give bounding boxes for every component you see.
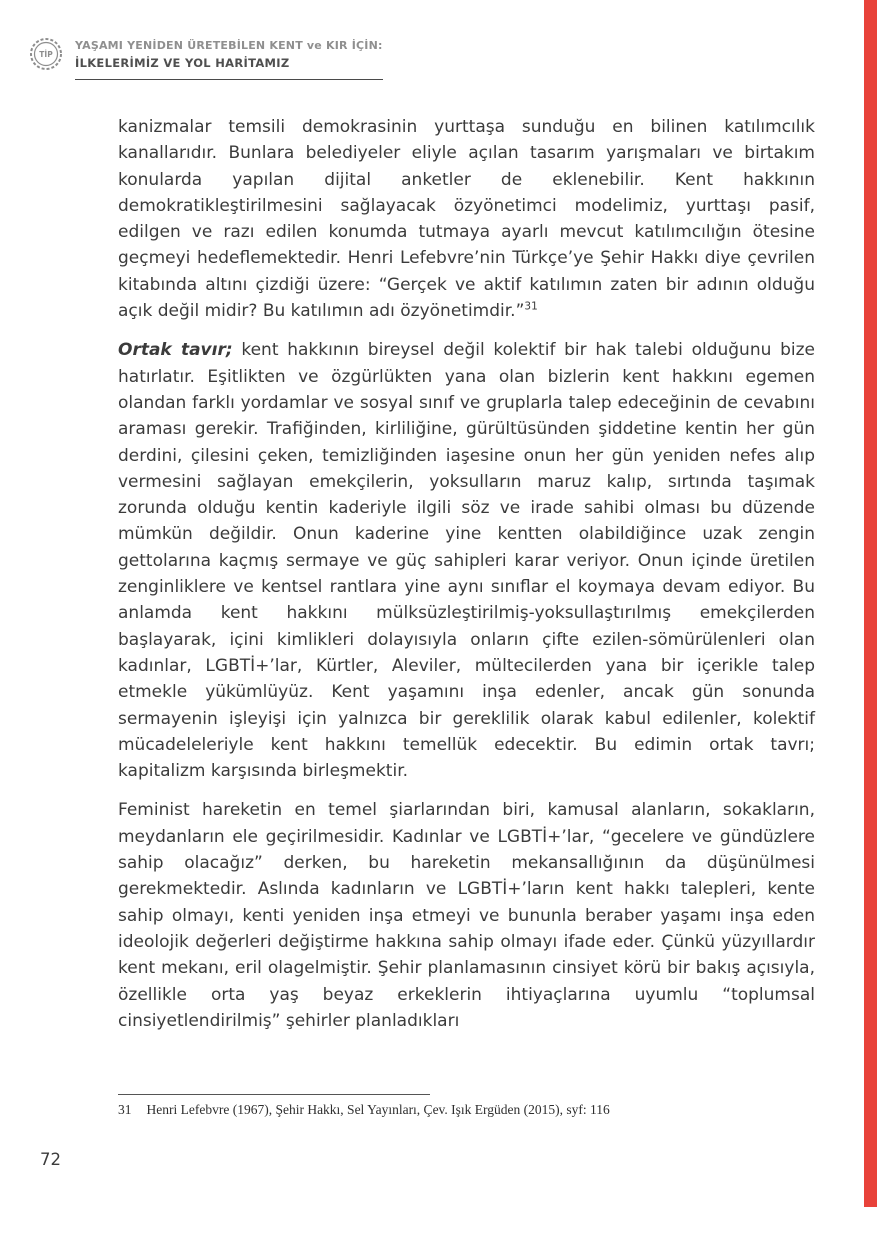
footnote-divider	[118, 1094, 430, 1095]
paragraph-1	[118, 114, 815, 324]
paragraph-text: kanizmalar temsili demokrasinin yurttaşa sunduğu en bilinen katılımcılık kanallarıdır. Bunlara belediyeler eliyle açılan tasarım yarışmaları ve birtakım konularda yapılan dijital anketler de eklenebilir. Kent hakkının demokratikleştirilmesini sağlayacak özyönetimci modelimiz, yurttaşı pasif, edilgen ve razı edilen konumda tutmaya ayarlı mevcut katılımcılığın ötesine geçmeyi hedeflemektedir. Henri Lefebvre’nin Türkçe’ye Şehir Hakkı diye çevrilen kitabında altını çizdiği üzere: “Gerçek ve aktif katılımın zaten bir adının olduğu açık değil midir? Bu katılımın adı özyönetimdir.”	[118, 117, 815, 322]
header-title: İLKELERİMİZ VE YOL HARİTAMIZ	[75, 56, 290, 70]
footnote-text: Henri Lefebvre (1967), Şehir Hakkı, Sel Yayınları, Çev. Işık Ergüden (2015), syf: 116	[146, 1102, 610, 1117]
paragraph-2	[118, 337, 815, 784]
header-subtitle: YAŞAMI YENİDEN ÜRETEBİLEN KENT ve KIR İÇİN:	[75, 39, 383, 52]
paragraph-text: Feminist hareketin en temel şiarlarından biri, kamusal alanların, sokakların, meydanların ele geçirilmesidir. Kadınlar ve LGBTİ+’lar, “gecelere ve gündüzlere sahip olacağız” derken, bu hareketin mekansallığının da düşünülmesi gerekmektedir. Aslında kadınların ve LGBTİ+’ların kent hakkı talepleri, kente sahip olmayı, kenti yeniden inşa etmeyi ve bununla beraber yaşamı inşa eden ideolojik değerleri değiştirme hakkına sahip olmayı ifade eder. Çünkü yüzyıllardır kent mekanı, eril olagelmiştir. Şehir planlamasının cinsiyet körü bir bakış açısıyla, özellikle orta yaş beyaz erkeklerin ihtiyaçlarına uyumlu “toplumsal cinsiyetlendirilmiş” şehirler planladıkları	[118, 800, 815, 1031]
page-number: 72	[40, 1150, 61, 1169]
paragraph-3	[118, 797, 815, 1034]
paragraph-text: kent hakkının bireysel değil kolektif bir hak talebi olduğunu bize hatırlatır. Eşitlikten ve özgürlükten yana olan bizlerin kent hakkını egemen olandan farklı yordamlar ve sosyal sınıf ve gruplarla talep edeceğinin de cevabını araması gerekir. Trafiğinden, kirliliğine, gürültüsünden şiddetine kentin her gün derdini, çilesini çeken, temizliğinden iaşesine onun her gün yeniden nefes alıp vermesini sağlayan emekçilerin, yoksulların maruz kalıp, sırtında taşımak zorunda olduğu kentin kaderiyle ilgili söz ve irade sahibi olması bu düzende mümkün değildir. Onun kaderine yine kentten olabildiğince uzak zengin gettolarına kaçmış sermaye ve güç sahipleri karar veriyor. Onun içinde üretilen zenginliklere ve kentsel rantlara yine aynı sınıflar el koymaya devam ediyor. Bu anlamda kent hakkını mülksüzleştirilmiş-yoksullaştırılmış emekçilerden başlayarak, içini kimlikleri dolayısıyla onların çifte ezilen-sömürülenleri olan kadınlar, LGBTİ+’lar, Kürtler, Aleviler, mültecilerden yana bir içerikle talep etmekle yükümlüyüz. Kent yaşamını inşa edenler, ancak gün sonunda sermayenin işleyişi için yalnızca bir gereklilik olarak kabul edilenler, kolektif mücadeleleriyle kent hakkını temellük edecektir. Bu edimin ortak tavrı; kapitalizm karşısında birleşmektir.	[118, 340, 815, 782]
tip-logo-text: TİP	[39, 50, 53, 59]
footnote-number: 31	[118, 1102, 132, 1117]
footnote-reference: 31	[524, 300, 538, 313]
body-text	[118, 114, 815, 1047]
tip-logo-icon	[28, 36, 64, 72]
footnote	[118, 1102, 815, 1118]
footnote-block	[118, 1094, 815, 1118]
tip-logo	[28, 36, 64, 72]
page-header	[28, 36, 383, 80]
header-title-block	[75, 39, 383, 80]
paragraph-lead: Ortak tavır;	[118, 340, 233, 361]
page-edge-accent-bar	[864, 0, 877, 1207]
